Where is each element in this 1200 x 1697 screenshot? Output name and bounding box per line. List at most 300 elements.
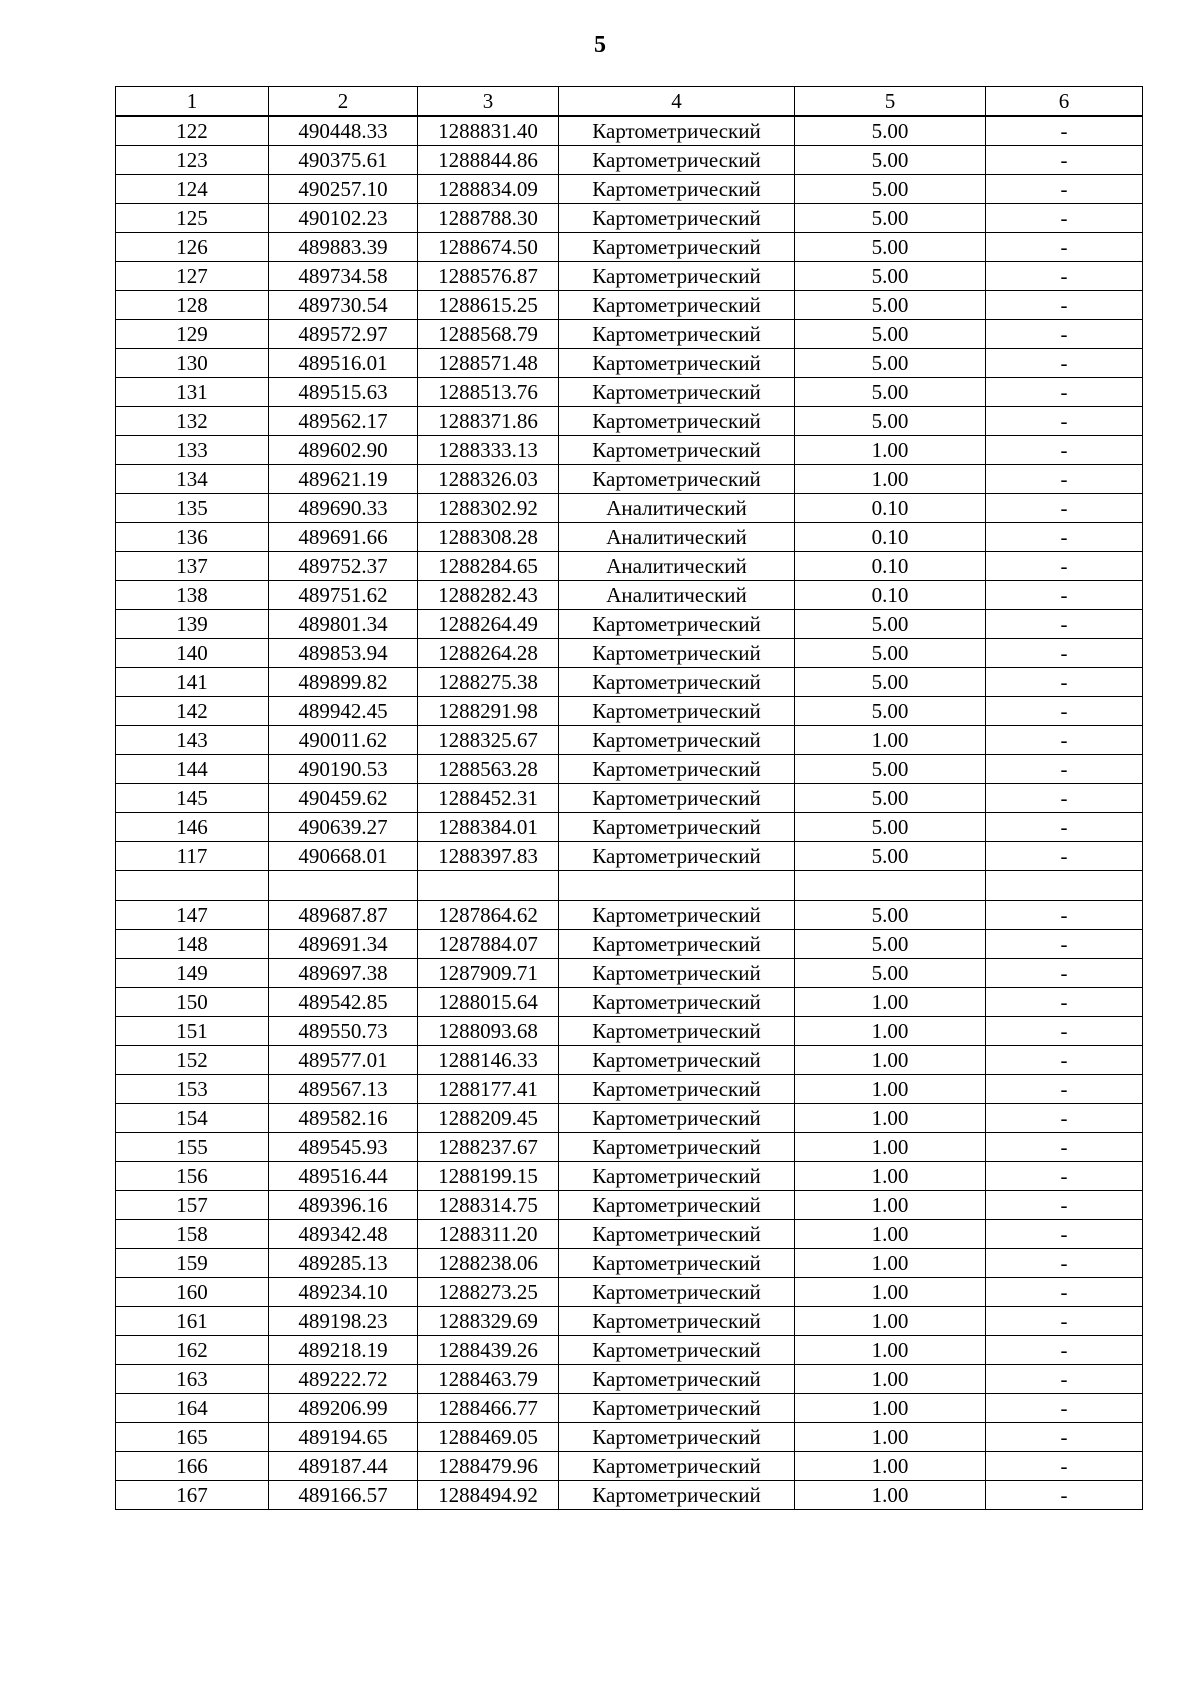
table-row [116, 1365, 1143, 1394]
x-coordinate-cell: 489567.13 [269, 1075, 418, 1104]
column-header-6: 6 [986, 87, 1143, 117]
accuracy-cell: 5.00 [795, 407, 986, 436]
table-row [116, 494, 1143, 523]
point-number-cell: 138 [116, 581, 269, 610]
accuracy-cell: 5.00 [795, 349, 986, 378]
table-row [116, 1104, 1143, 1133]
y-coordinate-cell: 1288264.49 [418, 610, 559, 639]
accuracy-cell: 1.00 [795, 1336, 986, 1365]
table-header [116, 87, 1143, 117]
y-coordinate-cell: 1288466.77 [418, 1394, 559, 1423]
y-coordinate-cell: 1288199.15 [418, 1162, 559, 1191]
point-number-cell: 159 [116, 1249, 269, 1278]
note-cell: - [986, 668, 1143, 697]
note-cell: - [986, 1017, 1143, 1046]
x-coordinate-cell: 489730.54 [269, 291, 418, 320]
table-row [116, 726, 1143, 755]
y-coordinate-cell: 1288831.40 [418, 116, 559, 146]
accuracy-cell: 1.00 [795, 1307, 986, 1336]
table-row [116, 1423, 1143, 1452]
y-coordinate-cell: 1288264.28 [418, 639, 559, 668]
x-coordinate-cell: 489516.44 [269, 1162, 418, 1191]
method-cell: Аналитический [559, 523, 795, 552]
point-number-cell: 154 [116, 1104, 269, 1133]
method-cell: Картометрический [559, 262, 795, 291]
y-coordinate-cell: 1287909.71 [418, 959, 559, 988]
point-number-cell [116, 871, 269, 901]
method-cell: Картометрический [559, 233, 795, 262]
y-coordinate-cell: 1288513.76 [418, 378, 559, 407]
point-number-cell: 125 [116, 204, 269, 233]
method-cell: Картометрический [559, 320, 795, 349]
point-number-cell: 162 [116, 1336, 269, 1365]
note-cell: - [986, 1075, 1143, 1104]
table-row [116, 262, 1143, 291]
table-row [116, 1336, 1143, 1365]
x-coordinate-cell: 489187.44 [269, 1452, 418, 1481]
note-cell: - [986, 1423, 1143, 1452]
column-header-4: 4 [559, 87, 795, 117]
accuracy-cell [795, 871, 986, 901]
y-coordinate-cell: 1288284.65 [418, 552, 559, 581]
x-coordinate-cell: 489542.85 [269, 988, 418, 1017]
table-row [116, 755, 1143, 784]
accuracy-cell: 5.00 [795, 146, 986, 175]
table-row [116, 901, 1143, 930]
x-coordinate-cell: 490639.27 [269, 813, 418, 842]
x-coordinate-cell: 489942.45 [269, 697, 418, 726]
method-cell: Картометрический [559, 610, 795, 639]
point-number-cell: 117 [116, 842, 269, 871]
note-cell: - [986, 523, 1143, 552]
point-number-cell: 124 [116, 175, 269, 204]
point-number-cell: 126 [116, 233, 269, 262]
note-cell: - [986, 262, 1143, 291]
y-coordinate-cell: 1288314.75 [418, 1191, 559, 1220]
table-row [116, 1278, 1143, 1307]
x-coordinate-cell: 489752.37 [269, 552, 418, 581]
note-cell: - [986, 1220, 1143, 1249]
y-coordinate-cell: 1288674.50 [418, 233, 559, 262]
y-coordinate-cell: 1288308.28 [418, 523, 559, 552]
note-cell: - [986, 988, 1143, 1017]
x-coordinate-cell: 489697.38 [269, 959, 418, 988]
accuracy-cell: 1.00 [795, 726, 986, 755]
point-number-cell: 160 [116, 1278, 269, 1307]
point-number-cell: 151 [116, 1017, 269, 1046]
point-number-cell: 152 [116, 1046, 269, 1075]
method-cell [559, 871, 795, 901]
point-number-cell: 140 [116, 639, 269, 668]
x-coordinate-cell: 489853.94 [269, 639, 418, 668]
accuracy-cell: 1.00 [795, 1075, 986, 1104]
accuracy-cell: 1.00 [795, 1394, 986, 1423]
point-number-cell: 161 [116, 1307, 269, 1336]
y-coordinate-cell: 1288015.64 [418, 988, 559, 1017]
accuracy-cell: 5.00 [795, 930, 986, 959]
y-coordinate-cell: 1288237.67 [418, 1133, 559, 1162]
method-cell: Картометрический [559, 697, 795, 726]
note-cell: - [986, 436, 1143, 465]
note-cell: - [986, 146, 1143, 175]
table-row [116, 523, 1143, 552]
y-coordinate-cell: 1288282.43 [418, 581, 559, 610]
accuracy-cell: 5.00 [795, 639, 986, 668]
point-number-cell: 155 [116, 1133, 269, 1162]
accuracy-cell: 5.00 [795, 959, 986, 988]
note-cell: - [986, 784, 1143, 813]
y-coordinate-cell: 1288384.01 [418, 813, 559, 842]
point-number-cell: 135 [116, 494, 269, 523]
accuracy-cell: 1.00 [795, 1452, 986, 1481]
accuracy-cell: 1.00 [795, 1046, 986, 1075]
y-coordinate-cell: 1288146.33 [418, 1046, 559, 1075]
x-coordinate-cell: 489198.23 [269, 1307, 418, 1336]
method-cell: Картометрический [559, 930, 795, 959]
y-coordinate-cell: 1288371.86 [418, 407, 559, 436]
column-header-1: 1 [116, 87, 269, 117]
point-number-cell: 129 [116, 320, 269, 349]
table-row [116, 204, 1143, 233]
accuracy-cell: 1.00 [795, 1162, 986, 1191]
table-body [116, 116, 1143, 1510]
table-row [116, 988, 1143, 1017]
method-cell: Картометрический [559, 407, 795, 436]
y-coordinate-cell: 1288452.31 [418, 784, 559, 813]
table-row [116, 1452, 1143, 1481]
note-cell: - [986, 1104, 1143, 1133]
table-row [116, 959, 1143, 988]
table-row [116, 930, 1143, 959]
point-number-cell: 139 [116, 610, 269, 639]
note-cell: - [986, 204, 1143, 233]
accuracy-cell: 5.00 [795, 116, 986, 146]
table-row [116, 1307, 1143, 1336]
table-row [116, 610, 1143, 639]
y-coordinate-cell: 1288844.86 [418, 146, 559, 175]
method-cell: Картометрический [559, 204, 795, 233]
note-cell: - [986, 1394, 1143, 1423]
x-coordinate-cell: 489194.65 [269, 1423, 418, 1452]
method-cell: Картометрический [559, 1394, 795, 1423]
method-cell: Картометрический [559, 726, 795, 755]
method-cell: Картометрический [559, 116, 795, 146]
note-cell: - [986, 1452, 1143, 1481]
method-cell: Картометрический [559, 988, 795, 1017]
note-cell: - [986, 755, 1143, 784]
x-coordinate-cell: 489582.16 [269, 1104, 418, 1133]
method-cell: Картометрический [559, 668, 795, 697]
method-cell: Картометрический [559, 1017, 795, 1046]
x-coordinate-cell: 489562.17 [269, 407, 418, 436]
accuracy-cell: 5.00 [795, 901, 986, 930]
point-number-cell: 156 [116, 1162, 269, 1191]
y-coordinate-cell: 1288576.87 [418, 262, 559, 291]
method-cell: Картометрический [559, 784, 795, 813]
method-cell: Картометрический [559, 959, 795, 988]
point-number-cell: 136 [116, 523, 269, 552]
accuracy-cell: 1.00 [795, 465, 986, 494]
point-number-cell: 132 [116, 407, 269, 436]
accuracy-cell: 5.00 [795, 175, 986, 204]
point-number-cell: 157 [116, 1191, 269, 1220]
accuracy-cell: 5.00 [795, 204, 986, 233]
x-coordinate-cell: 489687.87 [269, 901, 418, 930]
y-coordinate-cell: 1288469.05 [418, 1423, 559, 1452]
point-number-cell: 153 [116, 1075, 269, 1104]
table-row [116, 581, 1143, 610]
accuracy-cell: 1.00 [795, 1104, 986, 1133]
y-coordinate-cell: 1288209.45 [418, 1104, 559, 1133]
point-number-cell: 137 [116, 552, 269, 581]
method-cell: Картометрический [559, 378, 795, 407]
note-cell: - [986, 959, 1143, 988]
x-coordinate-cell: 490448.33 [269, 116, 418, 146]
x-coordinate-cell: 489550.73 [269, 1017, 418, 1046]
accuracy-cell: 5.00 [795, 233, 986, 262]
method-cell: Картометрический [559, 901, 795, 930]
table-row [116, 291, 1143, 320]
point-number-cell: 164 [116, 1394, 269, 1423]
accuracy-cell: 0.10 [795, 523, 986, 552]
method-cell: Картометрический [559, 755, 795, 784]
point-number-cell: 133 [116, 436, 269, 465]
accuracy-cell: 5.00 [795, 378, 986, 407]
method-cell: Картометрический [559, 842, 795, 871]
x-coordinate-cell: 489342.48 [269, 1220, 418, 1249]
note-cell: - [986, 813, 1143, 842]
y-coordinate-cell: 1288463.79 [418, 1365, 559, 1394]
column-header-3: 3 [418, 87, 559, 117]
point-number-cell: 144 [116, 755, 269, 784]
accuracy-cell: 0.10 [795, 552, 986, 581]
accuracy-cell: 5.00 [795, 784, 986, 813]
method-cell: Аналитический [559, 494, 795, 523]
x-coordinate-cell: 490375.61 [269, 146, 418, 175]
point-number-cell: 167 [116, 1481, 269, 1510]
table-row [116, 233, 1143, 262]
point-number-cell: 149 [116, 959, 269, 988]
y-coordinate-cell: 1288275.38 [418, 668, 559, 697]
note-cell: - [986, 1481, 1143, 1510]
column-header-5: 5 [795, 87, 986, 117]
method-cell: Картометрический [559, 1162, 795, 1191]
table-row [116, 1249, 1143, 1278]
point-number-cell: 150 [116, 988, 269, 1017]
table-row [116, 407, 1143, 436]
table-row [116, 1075, 1143, 1104]
note-cell: - [986, 726, 1143, 755]
note-cell: - [986, 494, 1143, 523]
note-cell: - [986, 1336, 1143, 1365]
x-coordinate-cell: 489751.62 [269, 581, 418, 610]
y-coordinate-cell: 1288329.69 [418, 1307, 559, 1336]
accuracy-cell: 1.00 [795, 1481, 986, 1510]
header-row [116, 87, 1143, 117]
x-coordinate-cell: 490668.01 [269, 842, 418, 871]
y-coordinate-cell: 1288397.83 [418, 842, 559, 871]
y-coordinate-cell: 1287864.62 [418, 901, 559, 930]
point-number-cell: 148 [116, 930, 269, 959]
accuracy-cell: 1.00 [795, 1133, 986, 1162]
table-row [116, 1017, 1143, 1046]
accuracy-cell: 0.10 [795, 581, 986, 610]
accuracy-cell: 5.00 [795, 320, 986, 349]
table-row [116, 871, 1143, 901]
accuracy-cell: 1.00 [795, 1423, 986, 1452]
table-row [116, 465, 1143, 494]
table-row [116, 116, 1143, 146]
method-cell: Картометрический [559, 1075, 795, 1104]
method-cell: Картометрический [559, 1278, 795, 1307]
x-coordinate-cell: 489516.01 [269, 349, 418, 378]
x-coordinate-cell: 489285.13 [269, 1249, 418, 1278]
method-cell: Картометрический [559, 349, 795, 378]
point-number-cell: 145 [116, 784, 269, 813]
note-cell: - [986, 1249, 1143, 1278]
method-cell: Картометрический [559, 1423, 795, 1452]
x-coordinate-cell: 489577.01 [269, 1046, 418, 1075]
note-cell: - [986, 1191, 1143, 1220]
accuracy-cell: 1.00 [795, 1191, 986, 1220]
table-row [116, 813, 1143, 842]
method-cell: Картометрический [559, 1481, 795, 1510]
note-cell: - [986, 175, 1143, 204]
point-number-cell: 158 [116, 1220, 269, 1249]
x-coordinate-cell: 489621.19 [269, 465, 418, 494]
method-cell: Аналитический [559, 581, 795, 610]
accuracy-cell: 1.00 [795, 436, 986, 465]
point-number-cell: 166 [116, 1452, 269, 1481]
x-coordinate-cell: 489690.33 [269, 494, 418, 523]
y-coordinate-cell: 1288291.98 [418, 697, 559, 726]
note-cell: - [986, 1307, 1143, 1336]
note-cell: - [986, 1046, 1143, 1075]
y-coordinate-cell: 1288273.25 [418, 1278, 559, 1307]
method-cell: Картометрический [559, 175, 795, 204]
y-coordinate-cell: 1288479.96 [418, 1452, 559, 1481]
method-cell: Картометрический [559, 813, 795, 842]
note-cell: - [986, 639, 1143, 668]
x-coordinate-cell: 489801.34 [269, 610, 418, 639]
x-coordinate-cell: 489691.34 [269, 930, 418, 959]
y-coordinate-cell: 1288326.03 [418, 465, 559, 494]
note-cell: - [986, 930, 1143, 959]
x-coordinate-cell: 489234.10 [269, 1278, 418, 1307]
method-cell: Картометрический [559, 1452, 795, 1481]
method-cell: Картометрический [559, 291, 795, 320]
accuracy-cell: 1.00 [795, 1249, 986, 1278]
accuracy-cell: 1.00 [795, 1220, 986, 1249]
point-number-cell: 134 [116, 465, 269, 494]
point-number-cell: 131 [116, 378, 269, 407]
method-cell: Картометрический [559, 146, 795, 175]
x-coordinate-cell: 489396.16 [269, 1191, 418, 1220]
x-coordinate-cell: 489899.82 [269, 668, 418, 697]
x-coordinate-cell: 489206.99 [269, 1394, 418, 1423]
table-row [116, 378, 1143, 407]
table-row [116, 320, 1143, 349]
method-cell: Картометрический [559, 1365, 795, 1394]
y-coordinate-cell: 1288615.25 [418, 291, 559, 320]
method-cell: Картометрический [559, 1307, 795, 1336]
accuracy-cell: 5.00 [795, 813, 986, 842]
x-coordinate-cell: 489572.97 [269, 320, 418, 349]
x-coordinate-cell: 489691.66 [269, 523, 418, 552]
table-row [116, 639, 1143, 668]
method-cell: Аналитический [559, 552, 795, 581]
y-coordinate-cell: 1288568.79 [418, 320, 559, 349]
page-number: 5 [594, 32, 606, 58]
note-cell: - [986, 378, 1143, 407]
point-number-cell: 128 [116, 291, 269, 320]
table-row [116, 146, 1143, 175]
y-coordinate-cell: 1288302.92 [418, 494, 559, 523]
x-coordinate-cell: 490102.23 [269, 204, 418, 233]
table-row [116, 1220, 1143, 1249]
note-cell: - [986, 697, 1143, 726]
table-row [116, 436, 1143, 465]
table-row [116, 1133, 1143, 1162]
x-coordinate-cell: 490257.10 [269, 175, 418, 204]
note-cell: - [986, 842, 1143, 871]
note-cell [986, 871, 1143, 901]
accuracy-cell: 5.00 [795, 668, 986, 697]
method-cell: Картометрический [559, 465, 795, 494]
point-number-cell: 146 [116, 813, 269, 842]
table-row [116, 1162, 1143, 1191]
note-cell: - [986, 1162, 1143, 1191]
method-cell: Картометрический [559, 1104, 795, 1133]
table-row [116, 668, 1143, 697]
table-row [116, 1481, 1143, 1510]
note-cell: - [986, 116, 1143, 146]
method-cell: Картометрический [559, 1336, 795, 1365]
y-coordinate-cell: 1288834.09 [418, 175, 559, 204]
accuracy-cell: 5.00 [795, 697, 986, 726]
method-cell: Картометрический [559, 436, 795, 465]
table-row [116, 1191, 1143, 1220]
x-coordinate-cell: 489166.57 [269, 1481, 418, 1510]
point-number-cell: 123 [116, 146, 269, 175]
y-coordinate-cell: 1287884.07 [418, 930, 559, 959]
y-coordinate-cell: 1288333.13 [418, 436, 559, 465]
point-number-cell: 143 [116, 726, 269, 755]
point-number-cell: 122 [116, 116, 269, 146]
accuracy-cell: 1.00 [795, 988, 986, 1017]
y-coordinate-cell: 1288494.92 [418, 1481, 559, 1510]
y-coordinate-cell: 1288439.26 [418, 1336, 559, 1365]
accuracy-cell: 1.00 [795, 1365, 986, 1394]
x-coordinate-cell: 490190.53 [269, 755, 418, 784]
y-coordinate-cell: 1288238.06 [418, 1249, 559, 1278]
accuracy-cell: 5.00 [795, 842, 986, 871]
accuracy-cell: 5.00 [795, 291, 986, 320]
accuracy-cell: 5.00 [795, 755, 986, 784]
y-coordinate-cell: 1288788.30 [418, 204, 559, 233]
x-coordinate-cell: 489515.63 [269, 378, 418, 407]
accuracy-cell: 5.00 [795, 262, 986, 291]
note-cell: - [986, 407, 1143, 436]
note-cell: - [986, 349, 1143, 378]
table-row [116, 1394, 1143, 1423]
column-header-2: 2 [269, 87, 418, 117]
table-row [116, 175, 1143, 204]
method-cell: Картометрический [559, 1191, 795, 1220]
point-number-cell: 141 [116, 668, 269, 697]
x-coordinate-cell: 489218.19 [269, 1336, 418, 1365]
point-number-cell: 127 [116, 262, 269, 291]
